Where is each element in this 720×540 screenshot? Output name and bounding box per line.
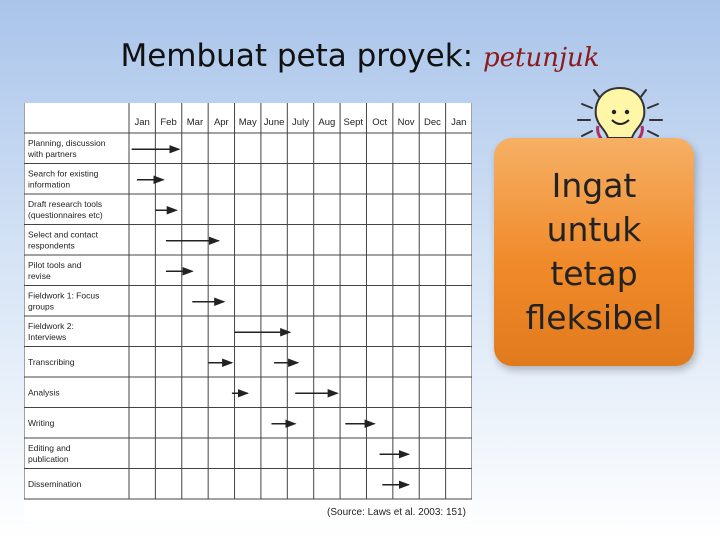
slide-title	[0, 38, 720, 74]
month-label: June	[263, 117, 285, 128]
task-label: Draft research tools (questionnaires etc)	[28, 198, 103, 220]
task-label: Transcribing	[28, 356, 75, 367]
month-label: Oct	[372, 117, 388, 128]
gantt-svg	[24, 103, 472, 521]
month-label: Sept	[343, 117, 364, 128]
month-label: Apr	[213, 117, 229, 128]
task-label: Fieldwork 2: Interviews	[28, 320, 74, 342]
task-label: Editing and publication	[28, 442, 71, 464]
task-label: Pilot tools and revise	[28, 259, 82, 281]
month-label: July	[292, 117, 309, 128]
reminder-text: Ingat untuk tetap fleksibel	[525, 166, 663, 337]
task-label: Planning, discussion with partners	[28, 137, 106, 159]
task-label: Fieldwork 1: Focus groups	[28, 290, 100, 312]
month-label: Dec	[423, 117, 441, 128]
month-label: Jan	[451, 117, 467, 128]
chart-source: (Source: Laws et al. 2003: 151)	[327, 507, 466, 518]
project-timeline-chart	[24, 103, 472, 521]
reminder-note	[494, 138, 694, 366]
month-label: Mar	[186, 117, 204, 128]
month-label: May	[238, 117, 257, 128]
title-main: Membuat peta proyek:	[120, 38, 474, 74]
month-label: Feb	[160, 117, 177, 128]
month-label: Jan	[134, 117, 150, 128]
title-accent: petunjuk	[482, 43, 600, 73]
task-label: Dissemination	[28, 478, 82, 489]
month-label: Nov	[397, 117, 415, 128]
month-label: Aug	[318, 117, 336, 128]
task-label: Writing	[28, 417, 55, 428]
task-label: Search for existing information	[28, 168, 99, 190]
task-label: Select and contact respondents	[28, 229, 98, 251]
task-label: Analysis	[28, 387, 60, 398]
